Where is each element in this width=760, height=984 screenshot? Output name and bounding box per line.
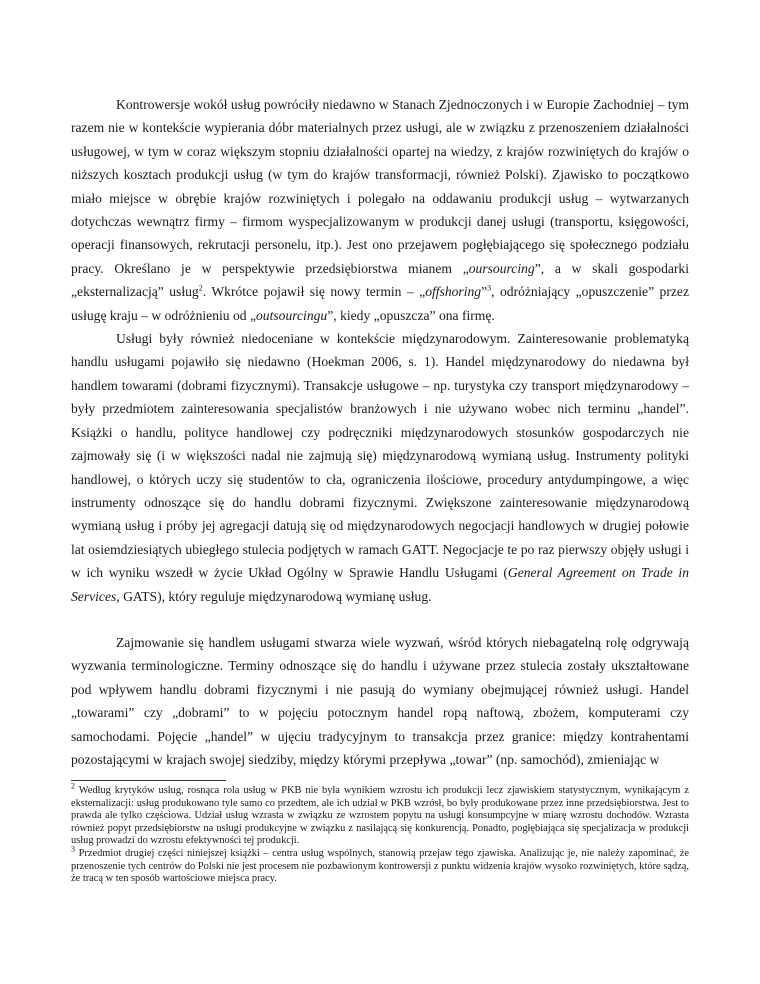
- main-text: [71, 93, 689, 771]
- footnote-2: [71, 781, 689, 848]
- footnote-text: Przedmiot drugiej części niniejszej książki – centra usług wspólnych, stanowią przejaw tego zjawiska. Analizując je, nie należy zapominać, że przenoszenie tych centrów do Polski nie jest procesem nie pozbawionym kontrowersji z punktu widzenia krajów wysoko rozwiniętych, które sądzą, że tracą w ten sposób wartościowe miejsca pracy.: [71, 847, 689, 885]
- text-run: Usługi były również niedoceniane w kontekście międzynarodowym. Zainteresowanie problematyką handlu usługami pojawiło się niedawno (Hoekman 2006, s. 1). Handel międzynarodowy do niedawna był handlem towarami (dobrami fizycznymi). Transakcje usługowe – np. turystyka czy transport międzynarodowy – były przedmiotem zainteresowania specjalistów branżowych i nie używano wobec nich terminu „handel”. Książki o handlu, polityce handlowej czy podręczniki międzynarodowych stosunków gospodarczych nie zajmowały się (i w większości nadal nie zajmują się) międzynarodową wymianą usług. Instrumenty polityki handlowej, o których uczy się studentów to cła, ograniczenia ilościowe, procedury antydumpingowe, a więc instrumenty odnoszące się do handlu dobrami fizycznymi. Zwiększone zainteresowanie międzynarodową wymianą usług i próby jej agregacji datują się od międzynarodowych negocjacji handlowych w drugiej połowie lat osiemdziesiątych ubiegłego stulecia podjętych w ramach GATT. Negocjacje te po raz pierwszy objęły usługi i w ich wyniku wszedł w życie Układ Ogólny w Sprawie Handlu Usługami (: [71, 331, 689, 581]
- italic-term-gats: General Agreement on Trade in Services: [71, 565, 689, 604]
- footnotes: [71, 781, 689, 886]
- footnote-mark: 2: [71, 781, 75, 791]
- footnote-text: Według krytyków usług, rosnąca rola usług w PKB nie była wynikiem wzrostu ich produkcji lecz zjawiskiem statystycznym, wynikającym z eksternalizacji: usług produkowano tyle samo co przedtem, ale ich udział w PKB wzrósł, bo były produkowane przez inne przedsiębiorstwa. Jest to prawda ale tylko częściowa. Udział usług wzrasta w związku ze wzrostem popytu na usługi konsumpcyjne w miarę wzrostu dochodów. Wzrasta również popyt przedsiębiorstw na usługi produkcyjne w związku z nasilającą się konkurencją. Ponadto, pogłębiająca się specjalizacja w produkcji usług prowadzi do wzrostu efektywności tej produkcji.: [71, 785, 689, 847]
- paragraph-3: [71, 631, 689, 771]
- paragraph-2: [71, 327, 689, 608]
- text-run: , GATS), który reguluje międzynarodową wymianę usług.: [116, 588, 432, 604]
- text-run: . Wkrótce pojawił się nowy termin – „: [202, 284, 426, 300]
- footnote-3: [71, 844, 689, 886]
- footnote-mark: 3: [71, 844, 75, 854]
- text-run: ”, a w skali gospodarki „eksternalizacją” usług: [71, 260, 689, 300]
- text-run: Kontrowersje wokół usług powróciły niedawno w Stanach Zjednoczonych i w Europie Zachodniej – tym razem nie w kontekście wypierania dóbr materialnych przez usługi, ale w związku z przenoszeniem działalności usługowej, w tym w coraz większym stopniu działalności opartej na wiedzy, z krajów rozwiniętych do krajów o niższych kosztach produkcji usług (w tym do krajów transformacji, również Polski). Zjawisko to początkowo miało miejsce w obrębie krajów rozwiniętych i polegało na oddawaniu produkcji usług – wytwarzanych dotychczas wewnątrz firmy – firmom wyspecjalizowanym w produkcji danej usługi (transportu, księgowości, operacji finansowych, rekrutacji personelu, itp.). Jest ono przejawem pogłębiającego się społecznego podziału pracy. Określano je w perspektywie przedsiębiorstwa mianem „: [71, 97, 689, 276]
- text-run: , odróżniający „opuszczenie” przez usługę kraju – w odróżnieniu od „: [71, 284, 689, 323]
- italic-term-offshoring: offshoring: [425, 284, 482, 300]
- text-run: ”: [481, 284, 488, 300]
- footnote-ref-2[interactable]: 2: [198, 283, 203, 293]
- footnote-ref-3[interactable]: 3: [487, 283, 492, 293]
- text-run: ”, kiedy „opuszcza” ona firmę.: [327, 307, 495, 323]
- italic-term-outsourcingu: outsourcingu: [255, 307, 328, 323]
- text-run: Zajmowanie się handlem usługami stwarza wiele wyzwań, wśród których niebagatelną rolę odgrywają wyzwania terminologiczne. Terminy odnoszące się do handlu i używane przez stulecia zostały ukształtowane pod wpływem handlu dobrami fizycznymi i nie pasują do wymiany obejmującej również usługi. Handel „towarami” czy „dobrami” to w pojęciu potocznym handel ropą naftową, zbożem, komputerami czy samochodami. Pojęcie „handel” w ujęciu tradycyjnym to transakcja przez granice: między kontrahentami pozostającymi w krajach swojej siedziby, między którymi przepływa „towar” (np. samochód), zmieniając w: [71, 634, 689, 767]
- italic-term-oursourcing: oursourcing: [468, 260, 535, 276]
- paragraph-1: [71, 93, 689, 327]
- footnote-separator: [71, 780, 226, 781]
